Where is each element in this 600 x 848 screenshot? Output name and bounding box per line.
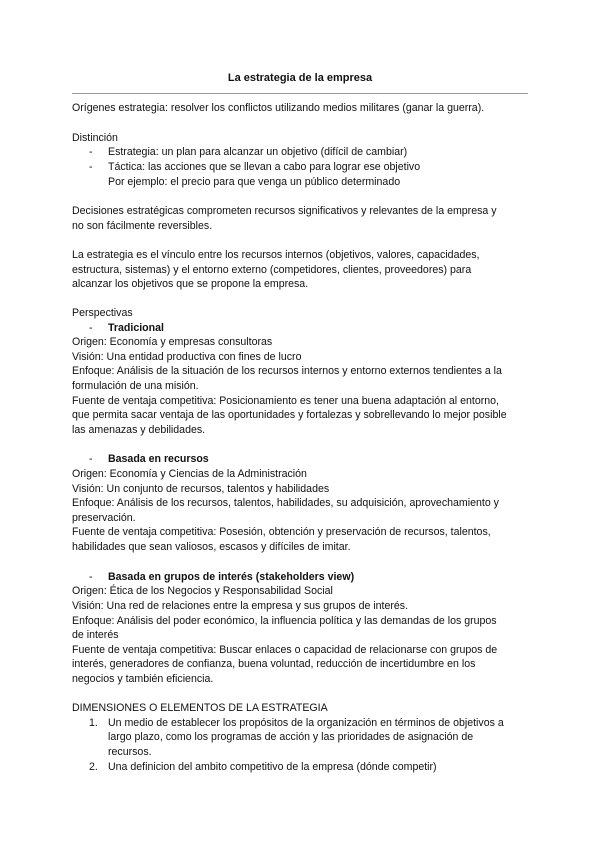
document-title: La estrategia de la empresa [227, 72, 373, 84]
stakeholders-line: interés, generadores de confianza, buena voluntad, reducción de incertidumbre en los [72, 658, 476, 670]
stakeholders-line: Fuente de ventaja competitiva: Buscar enlaces o capacidad de relacionarse con grupos de [72, 644, 498, 656]
vinculo-line-3: alcanzar los objetivos que se propone la empresa. [72, 278, 309, 290]
bullet-dash: - [89, 161, 93, 173]
bullet-dash: - [89, 571, 93, 583]
title-divider [72, 93, 528, 94]
perspectivas-heading: Perspectivas [72, 307, 133, 319]
bullet-dash: - [89, 322, 93, 334]
vinculo-line-1: La estrategia es el vínculo entre los recursos internos (objetivos, valores, capacidades, [72, 249, 480, 261]
stakeholders-line: Visión: Una red de relaciones entre la empresa y sus grupos de interés. [72, 600, 409, 612]
distincion-item-estrategia: Estrategia: un plan para alcanzar un objetivo (difícil de cambiar) [108, 146, 408, 158]
tradicional-line: que permita sacar ventaja de las oportunidades y fortalezas y sobrellevando lo mejor posible [72, 409, 507, 421]
tradicional-line: Origen: Economía y empresas consultoras [72, 336, 273, 348]
distincion-item-tactica: Táctica: las acciones que se llevan a cabo para lograr ese objetivo [108, 161, 421, 173]
stakeholders-line: Enfoque: Análisis del poder económico, la influencia política y las demandas de los grupos [72, 615, 497, 627]
list-number: 2. [89, 761, 98, 773]
dimensiones-item-1-line: recursos. [108, 746, 152, 758]
stakeholders-line: Origen: Ética de los Negocios y Responsabilidad Social [72, 585, 333, 597]
dimensiones-item-1-line: largo plazo, como los programas de acción y las prioridades de asignación de [108, 731, 474, 743]
recursos-line: habilidades que sean valiosos, escasos y difíciles de imitar. [72, 541, 351, 553]
tradicional-line: Enfoque: Análisis de la situación de los recursos internos y entorno externos tendientes a la [72, 365, 502, 377]
recursos-line: preservación. [72, 512, 136, 524]
tradicional-line: las amenazas y debilidades. [72, 424, 206, 436]
dimensiones-item-1-line: Un medio de establecer los propósitos de la organización en términos de objetivos a [108, 717, 504, 729]
dimensiones-item-2-line: Una definicion del ambito competitivo de la empresa (dónde competir) [108, 761, 437, 773]
dimensiones-heading: DIMENSIONES O ELEMENTOS DE LA ESTRATEGIA [72, 702, 328, 714]
intro-paragraph: Orígenes estrategia: resolver los conflictos utilizando medios militares (ganar la guerra). [72, 102, 485, 114]
tradicional-line: Visión: Una entidad productiva con fines de lucro [72, 351, 302, 363]
tradicional-heading: Tradicional [108, 322, 164, 334]
recursos-line: Enfoque: Análisis de los recursos, talentos, habilidades, su adquisición, aprovechamiento y [72, 497, 499, 509]
tradicional-line: Fuente de ventaja competitiva: Posicionamiento es tener una buena adaptación al entorno, [72, 395, 499, 407]
distincion-example: Por ejemplo: el precio para que venga un público determinado [108, 176, 401, 188]
distincion-heading: Distinción [72, 132, 118, 144]
stakeholders-line: de interés [72, 629, 119, 641]
decisiones-line-2: no son fácilmente reversibles. [72, 220, 213, 232]
recursos-heading: Basada en recursos [108, 453, 209, 465]
recursos-line: Fuente de ventaja competitiva: Posesión, obtención y preservación de recursos, talentos, [72, 526, 491, 538]
tradicional-line: formulación de una misión. [72, 380, 199, 392]
recursos-line: Origen: Economía y Ciencias de la Administración [72, 468, 307, 480]
bullet-dash: - [89, 453, 93, 465]
vinculo-line-2: estructura, sistemas) y el entorno externo (competidores, clientes, proveedores) para [72, 264, 472, 276]
list-number: 1. [89, 717, 98, 729]
bullet-dash: - [89, 146, 93, 158]
decisiones-line-1: Decisiones estratégicas comprometen recursos significativos y relevantes de la empresa y [72, 205, 497, 217]
recursos-line: Visión: Un conjunto de recursos, talentos y habilidades [72, 483, 330, 495]
stakeholders-line: negocios y también eficiencia. [72, 673, 214, 685]
stakeholders-heading: Basada en grupos de interés (stakeholders view) [108, 571, 355, 583]
